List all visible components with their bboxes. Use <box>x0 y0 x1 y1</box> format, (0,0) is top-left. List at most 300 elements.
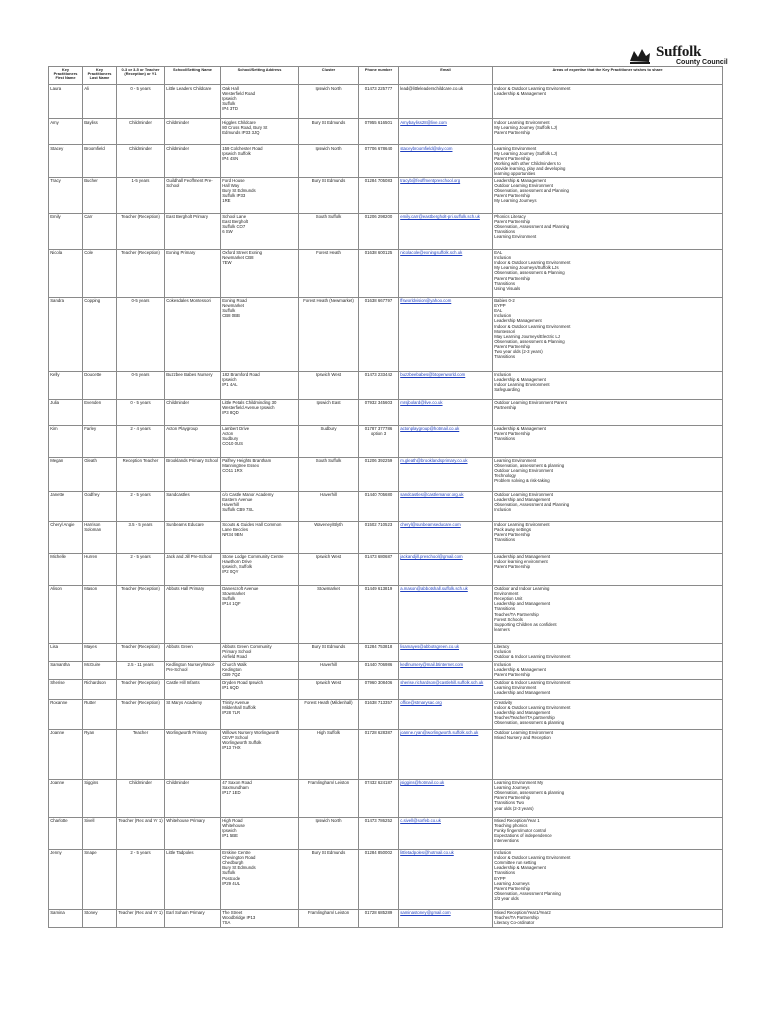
cell-line: My Learning Journeys <box>494 198 537 204</box>
cell-line: Learning Environment <box>494 145 537 151</box>
cell-line: Observation, assessment & planning <box>494 720 565 726</box>
email-cell <box>399 297 493 371</box>
areas-cell <box>493 661 723 679</box>
email-link[interactable]: lisamayes@abbotsgreen.co.uk <box>400 644 460 650</box>
cell-line: Transitions <box>494 280 516 286</box>
cell-line: Forest Schools <box>494 616 523 622</box>
table-row <box>49 661 723 679</box>
cluster-cell: Stowmarket <box>299 585 359 643</box>
cell-line: 7SA <box>222 920 231 926</box>
age-range-cell: 0 - 5 years <box>117 399 165 425</box>
cell-line: Observation, assessment & Planning <box>494 338 565 344</box>
last-name-cell: Ali <box>83 85 117 119</box>
cell-line: Palfrey Heights Brantham <box>222 458 272 464</box>
table-row <box>49 249 723 297</box>
cell-line: Lane Beccles <box>222 527 248 533</box>
email-link[interactable]: tracyb@feoffmentpreschool.org <box>400 178 461 184</box>
first-name-cell: Joanne <box>49 779 83 817</box>
email-cell <box>399 679 493 699</box>
cluster-cell: Bury St Edmunds <box>299 849 359 909</box>
cell-line: learners <box>494 626 510 632</box>
cluster-cell: Bury St Edmunds <box>299 643 359 661</box>
age-range-cell: 0-5 years <box>117 371 165 399</box>
cell-line: Leadership & Management <box>494 426 546 432</box>
first-name-cell: Megan <box>49 457 83 491</box>
cell-line: Parent Partnership <box>494 885 531 891</box>
first-name-cell: Alison <box>49 585 83 643</box>
cell-line: Creativity <box>494 700 513 706</box>
email-link[interactable]: emily.carr@eastbergholt-pri.suffolk.sch.uk <box>400 214 480 220</box>
cell-line: Ipswich Suffolk <box>222 150 251 156</box>
table-row <box>49 145 723 178</box>
email-cell <box>399 909 493 927</box>
cluster-cell: Bury St Edmunds <box>299 177 359 213</box>
phone-cell: 01638 600125 <box>359 249 399 297</box>
setting-name-cell: Cokesdales Montessori <box>165 297 221 371</box>
address-cell <box>221 213 299 249</box>
address-cell <box>221 643 299 661</box>
age-range-cell: Childminder <box>117 119 165 145</box>
first-name-cell: Amy <box>49 119 83 145</box>
first-name-cell: Julia <box>49 399 83 425</box>
email-cell <box>399 425 493 457</box>
address-cell <box>221 779 299 817</box>
cell-line: IP1 6QD <box>222 685 239 691</box>
cell-line: Indoor & Outdoor Learning Environment <box>494 855 571 861</box>
areas-cell <box>493 817 723 849</box>
column-header: Cluster <box>299 67 359 85</box>
address-cell <box>221 491 299 521</box>
cell-line: Supporting Children as confident <box>494 621 557 627</box>
cell-line: Worlingworth Suffolk <box>222 740 262 746</box>
cell-line: Literacy Co-ordinator <box>494 920 535 926</box>
cell-line: Hall Way <box>222 183 240 189</box>
practitioners-table <box>48 66 723 928</box>
cell-line: Ipswich, Suffolk <box>222 564 252 570</box>
areas-cell <box>493 491 723 521</box>
last-name-cell: Bayliss <box>83 119 117 145</box>
cell-line: CB9 7QZ <box>222 672 241 678</box>
phone-cell: 01728 628387 <box>359 729 399 779</box>
areas-cell <box>493 779 723 817</box>
cell-line: Parent Partnership <box>494 129 531 135</box>
cell-line: Teacher/TA Partnership <box>494 915 539 921</box>
cell-line: Higgles Childcare <box>222 119 256 125</box>
cell-line: IP2 0QY <box>222 569 239 575</box>
cell-line: Parent Partnership <box>494 155 531 161</box>
setting-name-cell: Buzzbee Babes Nursery <box>165 371 221 399</box>
setting-name-cell: Exning Primary <box>165 249 221 297</box>
areas-cell <box>493 85 723 119</box>
cell-line: IP1 4AL <box>222 382 238 388</box>
address-cell <box>221 85 299 119</box>
first-name-cell: Samina <box>49 909 83 927</box>
email-link[interactable]: jackandjill.preschool@gmail.com <box>400 554 463 560</box>
cell-line: CO11 1RX <box>222 468 243 474</box>
table-header-row <box>49 67 723 85</box>
setting-name-cell: Childminder <box>165 119 221 145</box>
cell-line: Mixed Reception/Year 1 <box>494 818 540 824</box>
age-range-cell: Teacher (Reception) <box>117 585 165 643</box>
cell-line: Inclusion <box>494 313 512 319</box>
cell-line: Indoor Learning Environment <box>494 119 550 125</box>
cell-line: Reception Unit <box>494 596 523 602</box>
email-link[interactable]: buzzbeebabes@btopenworld.com <box>400 372 466 378</box>
cell-line: May Learning Journeys/Electric LJ <box>494 333 560 339</box>
column-header: 0-3 or 3-5 or Teacher (Reception) or Y1 <box>117 67 165 85</box>
cell-line: Inclusion <box>494 850 512 856</box>
table-row <box>49 849 723 909</box>
cell-line: Observation, assessment and Planning <box>494 188 569 194</box>
last-name-cell: Sivell <box>83 817 117 849</box>
cell-line: Saxmundham <box>222 785 249 791</box>
cell-line: EYPP <box>494 303 506 309</box>
email-cell <box>399 491 493 521</box>
cell-line: Outdoor & Indoor Learning Environment <box>494 680 571 686</box>
cell-line: Suffolk CO7 <box>222 224 246 230</box>
cell-line: High Road <box>222 818 243 824</box>
cell-line: Babies 0-2 <box>494 298 515 304</box>
table-row <box>49 643 723 661</box>
cell-line: Primary School <box>222 649 252 655</box>
last-name-cell: Farley <box>83 425 117 457</box>
cell-line: East Bergholt <box>222 219 248 225</box>
last-name-cell: Copping <box>83 297 117 371</box>
cell-line: Technology <box>494 473 516 479</box>
cell-line: Parent Partnership <box>494 431 531 437</box>
cell-line: Oxford Street Exning <box>222 250 263 256</box>
cell-line: School Lane <box>222 214 247 220</box>
email-link: lead@littleleaderschildcare.co.uk <box>400 85 464 91</box>
cell-line: Leadership and Management <box>494 497 551 503</box>
age-range-cell: Teacher (Rec and Yr 1) <box>117 817 165 849</box>
email-cell <box>399 849 493 909</box>
cell-line: Transitions <box>494 354 516 360</box>
cell-line: Suffolk <box>222 870 236 876</box>
areas-cell <box>493 177 723 213</box>
phone-cell: 07432 624187 <box>359 779 399 817</box>
first-name-cell: Cheryl Angie <box>49 521 83 553</box>
cell-line: 182 Bramford Road <box>222 372 260 378</box>
email-link[interactable]: sherise.richardson@castlehill.suffolk.sch.uk <box>400 680 484 686</box>
areas-cell <box>493 585 723 643</box>
table-row <box>49 585 723 643</box>
email-cell <box>399 399 493 425</box>
column-header: Key Practitioners First Name <box>49 67 83 85</box>
cluster-cell: Ipswich West <box>299 371 359 399</box>
email-cell <box>399 85 493 119</box>
cell-line: EYPP <box>494 875 506 881</box>
phone-cell: 01284 705083 <box>359 177 399 213</box>
table-row <box>49 699 723 729</box>
email-cell <box>399 521 493 553</box>
email-link[interactable]: actonplaygroup@hotmail.co.uk <box>400 426 460 432</box>
cell-line: Abbots Green Community <box>222 644 272 650</box>
cell-line: Ipswich <box>222 377 237 383</box>
setting-name-cell: Abbots Green <box>165 643 221 661</box>
cell-line: NR34 9BN <box>222 532 243 538</box>
cell-line: Parent Partnership <box>494 219 531 225</box>
cell-line: Chevington Road <box>222 855 256 861</box>
cell-line: Ford House <box>222 178 245 184</box>
address-cell <box>221 145 299 178</box>
first-name-cell: Kim <box>49 425 83 457</box>
last-name-cell: Richardson <box>83 679 117 699</box>
table-row <box>49 553 723 585</box>
email-link[interactable]: saminastoney@gmail.com <box>400 910 451 916</box>
last-name-cell: Godfrey <box>83 491 117 521</box>
cell-line: Transitions Two <box>494 800 525 806</box>
age-range-cell: Teacher (Reception) <box>117 699 165 729</box>
phone-cell: 01284 753818 <box>359 643 399 661</box>
setting-name-cell: East Bergholt Primary <box>165 213 221 249</box>
cell-line: Trinity Avenue <box>222 700 250 706</box>
last-name-cell: Doucette <box>83 371 117 399</box>
age-range-cell: Reception Teacher <box>117 457 165 491</box>
setting-name-cell: Abbots Hall Primary <box>165 585 221 643</box>
cell-line: Phonics Literacy <box>494 214 526 220</box>
cell-line: Leadership Management <box>494 318 542 324</box>
cell-line: Inclusion <box>494 372 512 378</box>
email-link[interactable]: sandcastles@castlemanor.org.uk <box>400 492 464 498</box>
cell-line: Bury St Edmunds <box>222 188 256 194</box>
cell-line: Learning Environment <box>494 234 537 240</box>
cell-line: c/o Castle Manor Academy <box>222 492 274 498</box>
areas-cell <box>493 425 723 457</box>
cell-line: Outdoor Learning Environment <box>494 183 553 189</box>
cluster-cell: High Suffolk <box>299 729 359 779</box>
areas-cell <box>493 643 723 661</box>
address-cell <box>221 553 299 585</box>
setting-name-cell: Earl Soham Primary <box>165 909 221 927</box>
cell-line: Learning Journeys <box>494 880 530 886</box>
cell-line: Willows Nursery Worlingworth <box>222 730 280 736</box>
age-range-cell: Teacher (Reception) <box>117 249 165 297</box>
phone-cell: 01473 786252 <box>359 817 399 849</box>
table-body <box>49 85 723 928</box>
email-link[interactable]: cheryl@sunbeamseducare.com <box>400 522 461 528</box>
cluster-cell: Sudbury <box>299 425 359 457</box>
address-cell <box>221 661 299 679</box>
setting-name-cell: Castle Hill Infants <box>165 679 221 699</box>
address-cell <box>221 729 299 779</box>
table-row <box>49 177 723 213</box>
last-name-cell: Hurren <box>83 553 117 585</box>
cell-line: Suffolk <box>222 100 236 106</box>
cell-line: Using Visuals <box>494 285 521 291</box>
table-row <box>49 119 723 145</box>
cell-line: Haverhill <box>222 502 239 508</box>
email-link[interactable]: joanne.ryan@worlingworth.suffolk.sch.uk <box>400 730 479 736</box>
age-range-cell: Childminder <box>117 145 165 178</box>
cluster-cell: Forest Heath <box>299 249 359 297</box>
age-range-cell: 2 - 5 years <box>117 491 165 521</box>
cell-line: CEVP School <box>222 735 249 741</box>
last-name-cell: McGuire <box>83 661 117 679</box>
areas-cell <box>493 399 723 425</box>
address-cell <box>221 679 299 699</box>
last-name-cell: Snape <box>83 849 117 909</box>
cell-line: Outdoor and Indoor Learning <box>494 586 550 592</box>
cell-line: Teacher/Teacher/TA partnership <box>494 715 555 721</box>
cell-line: Stowmarket <box>222 591 245 597</box>
cell-line: Outdoor Learning Environment <box>494 468 553 474</box>
cell-line: Learning Journeys <box>494 785 530 791</box>
email-link[interactable]: nicolacole@exningsuffolk.sch.uk <box>400 250 463 256</box>
cell-line: Suffolk <box>222 596 236 602</box>
cluster-cell: Forest Heath (Mildenhall) <box>299 699 359 729</box>
table-row <box>49 521 723 553</box>
cell-line: Hawthorn Drive <box>222 559 252 565</box>
first-name-cell: Joanne <box>49 729 83 779</box>
cluster-cell: Haverhill <box>299 661 359 679</box>
column-header: Email <box>399 67 493 85</box>
cell-line: Postcode <box>222 875 241 881</box>
address-cell <box>221 249 299 297</box>
cell-line: Indoor Learning Environment <box>494 382 550 388</box>
cluster-cell: Ipswich North <box>299 85 359 119</box>
cell-line: IP1 5BE <box>222 833 238 839</box>
setting-name-cell: Guildhall Feoffment Pre-School <box>165 177 221 213</box>
email-link[interactable]: littletadpoles@hotmail.co.uk <box>400 850 454 856</box>
cell-line: Westerfield Avenue Ipswich <box>222 405 275 411</box>
cell-line: Leadership and Management <box>494 554 551 560</box>
cell-line: Leadership and Management <box>494 710 551 716</box>
cell-line: Literacy <box>494 644 510 650</box>
email-cell <box>399 643 493 661</box>
email-link[interactable]: jsiggins@hotmail.co.uk <box>400 780 445 786</box>
email-link[interactable]: office@stmarysac.org <box>400 700 442 706</box>
cluster-cell: Forest Heath (Newmarket) <box>299 297 359 371</box>
setting-name-cell: Sandcastles <box>165 491 221 521</box>
cell-line: CB8 0BB <box>222 313 240 319</box>
areas-cell <box>493 119 723 145</box>
age-range-cell: Childminder <box>117 779 165 817</box>
cell-line: Outdoor & Indoor Learning Environment <box>494 654 571 660</box>
cluster-cell: South Suffolk <box>299 457 359 491</box>
cell-line: Lambert Drive <box>222 426 250 432</box>
cluster-cell: Haverhill <box>299 491 359 521</box>
cell-line: Mixed Reception/Year1/Year2 <box>494 910 551 916</box>
first-name-cell: Charlotte <box>49 817 83 849</box>
cell-line: IP4 3TD <box>222 105 238 111</box>
cell-line: Pack away settings <box>494 527 531 533</box>
setting-name-cell: Sunbeams Educare <box>165 521 221 553</box>
phone-cell: 01473 225777 <box>359 85 399 119</box>
cell-line: Inclusion <box>494 507 512 513</box>
email-cell <box>399 817 493 849</box>
column-header: Areas of expertise that the Key Practitioner wishes to share <box>493 67 723 85</box>
cell-line: Observation, assessment & planning <box>494 790 565 796</box>
email-link[interactable]: c.sivell@sorfeb.co.uk <box>400 818 441 824</box>
address-cell <box>221 119 299 145</box>
cell-line: Parent Partnership <box>494 193 531 199</box>
phone-cell: 01440 705680 <box>359 491 399 521</box>
cell-line: Little Petals Childminding 30 <box>222 400 277 406</box>
phone-cell: 07706 678640 <box>359 145 399 178</box>
phone-cell: 01473 233442 <box>359 371 399 399</box>
first-name-cell: Nicola <box>49 249 83 297</box>
address-cell <box>221 909 299 927</box>
age-range-cell: 2 - 4 years <box>117 425 165 457</box>
cell-line: Ipswich <box>222 828 237 834</box>
setting-name-cell: Kedlington Nursery/Wool-Pre-School <box>165 661 221 679</box>
cell-line: Outdoor Learning Environment Parent <box>494 400 567 406</box>
cell-line: Suffolk CB9 7SL <box>222 507 254 513</box>
cell-line: Transitions <box>494 229 516 235</box>
email-link[interactable]: m.gleath@brooklandsprimary.co.uk <box>400 458 468 464</box>
cell-line: Indoor & Outdoor Learning Environment <box>494 705 571 711</box>
cell-line: IP13 7HX <box>222 745 241 751</box>
age-range-cell: 2 - 5 years <box>117 849 165 909</box>
cell-line: Inclusion <box>494 649 512 655</box>
address-cell <box>221 457 299 491</box>
address-cell <box>221 699 299 729</box>
phone-cell: 01728 685289 <box>359 909 399 927</box>
cell-line: Indoor Learning Environment <box>494 522 550 528</box>
cell-line: Two year olds (2-3 years) <box>494 349 543 354</box>
cell-line: Outdoor Learning Environment <box>494 730 553 736</box>
age-range-cell: Teacher (Reception) <box>117 679 165 699</box>
cell-line: Transitions <box>494 436 516 442</box>
setting-name-cell: Childminder <box>165 145 221 178</box>
cell-line: Indoor & Outdoor Learning Environment <box>494 260 571 266</box>
cell-line: Leadership & Management <box>494 377 546 383</box>
cell-line: learning opportunities <box>494 170 536 176</box>
phone-cell: 01473 680687 <box>359 553 399 585</box>
cell-line: Working with other Childminders to <box>494 160 561 166</box>
cell-line: Parent Partnership <box>494 343 531 349</box>
areas-cell <box>493 457 723 491</box>
cell-line: Observation, assessment & planning <box>494 463 565 469</box>
suffolk-crest-icon <box>628 47 652 65</box>
email-link[interactable]: a.mason@abbotshall.suffolk.sch.uk <box>400 586 468 592</box>
first-name-cell: Janette <box>49 491 83 521</box>
cell-line: Inclusion <box>494 662 512 668</box>
table-row <box>49 213 723 249</box>
address-cell <box>221 177 299 213</box>
first-name-cell: Kelly <box>49 371 83 399</box>
address-cell <box>221 399 299 425</box>
cell-line: Eastern Avenue <box>222 497 253 503</box>
email-link[interactable]: ffsworldvision@yahoo.com <box>400 298 452 304</box>
email-link[interactable]: staceybroomfield@sky.com <box>400 145 453 151</box>
email-link[interactable]: Amybayliss28@live.com <box>400 119 447 125</box>
last-name-cell: Stoney <box>83 909 117 927</box>
last-name-cell: Evenden <box>83 399 117 425</box>
cell-line: Newmarket CB8 <box>222 255 254 261</box>
cell-line: Teaching phonics <box>494 823 528 829</box>
email-link[interactable]: mrsjbolard@live.co.uk <box>400 400 443 406</box>
cell-line: IP4 4SN <box>222 155 239 161</box>
cell-line: Parent Partnership <box>494 275 531 281</box>
cell-line: Montessori <box>494 328 516 334</box>
address-cell <box>221 371 299 399</box>
email-cell <box>399 457 493 491</box>
cell-line: Airfield Road <box>222 654 247 660</box>
cell-line: IP14 1QF <box>222 601 241 607</box>
email-link[interactable]: kedlnursery@mail.btinternet.com <box>400 662 464 668</box>
areas-cell <box>493 297 723 371</box>
cluster-cell: Waveney/Blyth <box>299 521 359 553</box>
email-cell <box>399 699 493 729</box>
cell-line: Teacher/TA Partnership <box>494 611 539 617</box>
cluster-cell: South Suffolk <box>299 213 359 249</box>
cell-line: Suffolk <box>222 308 236 314</box>
cell-line: Observation, Assessment and Planning <box>494 224 570 230</box>
cell-line: Leadership & Management <box>494 865 546 871</box>
cell-line: Leadership and Management <box>494 690 551 696</box>
